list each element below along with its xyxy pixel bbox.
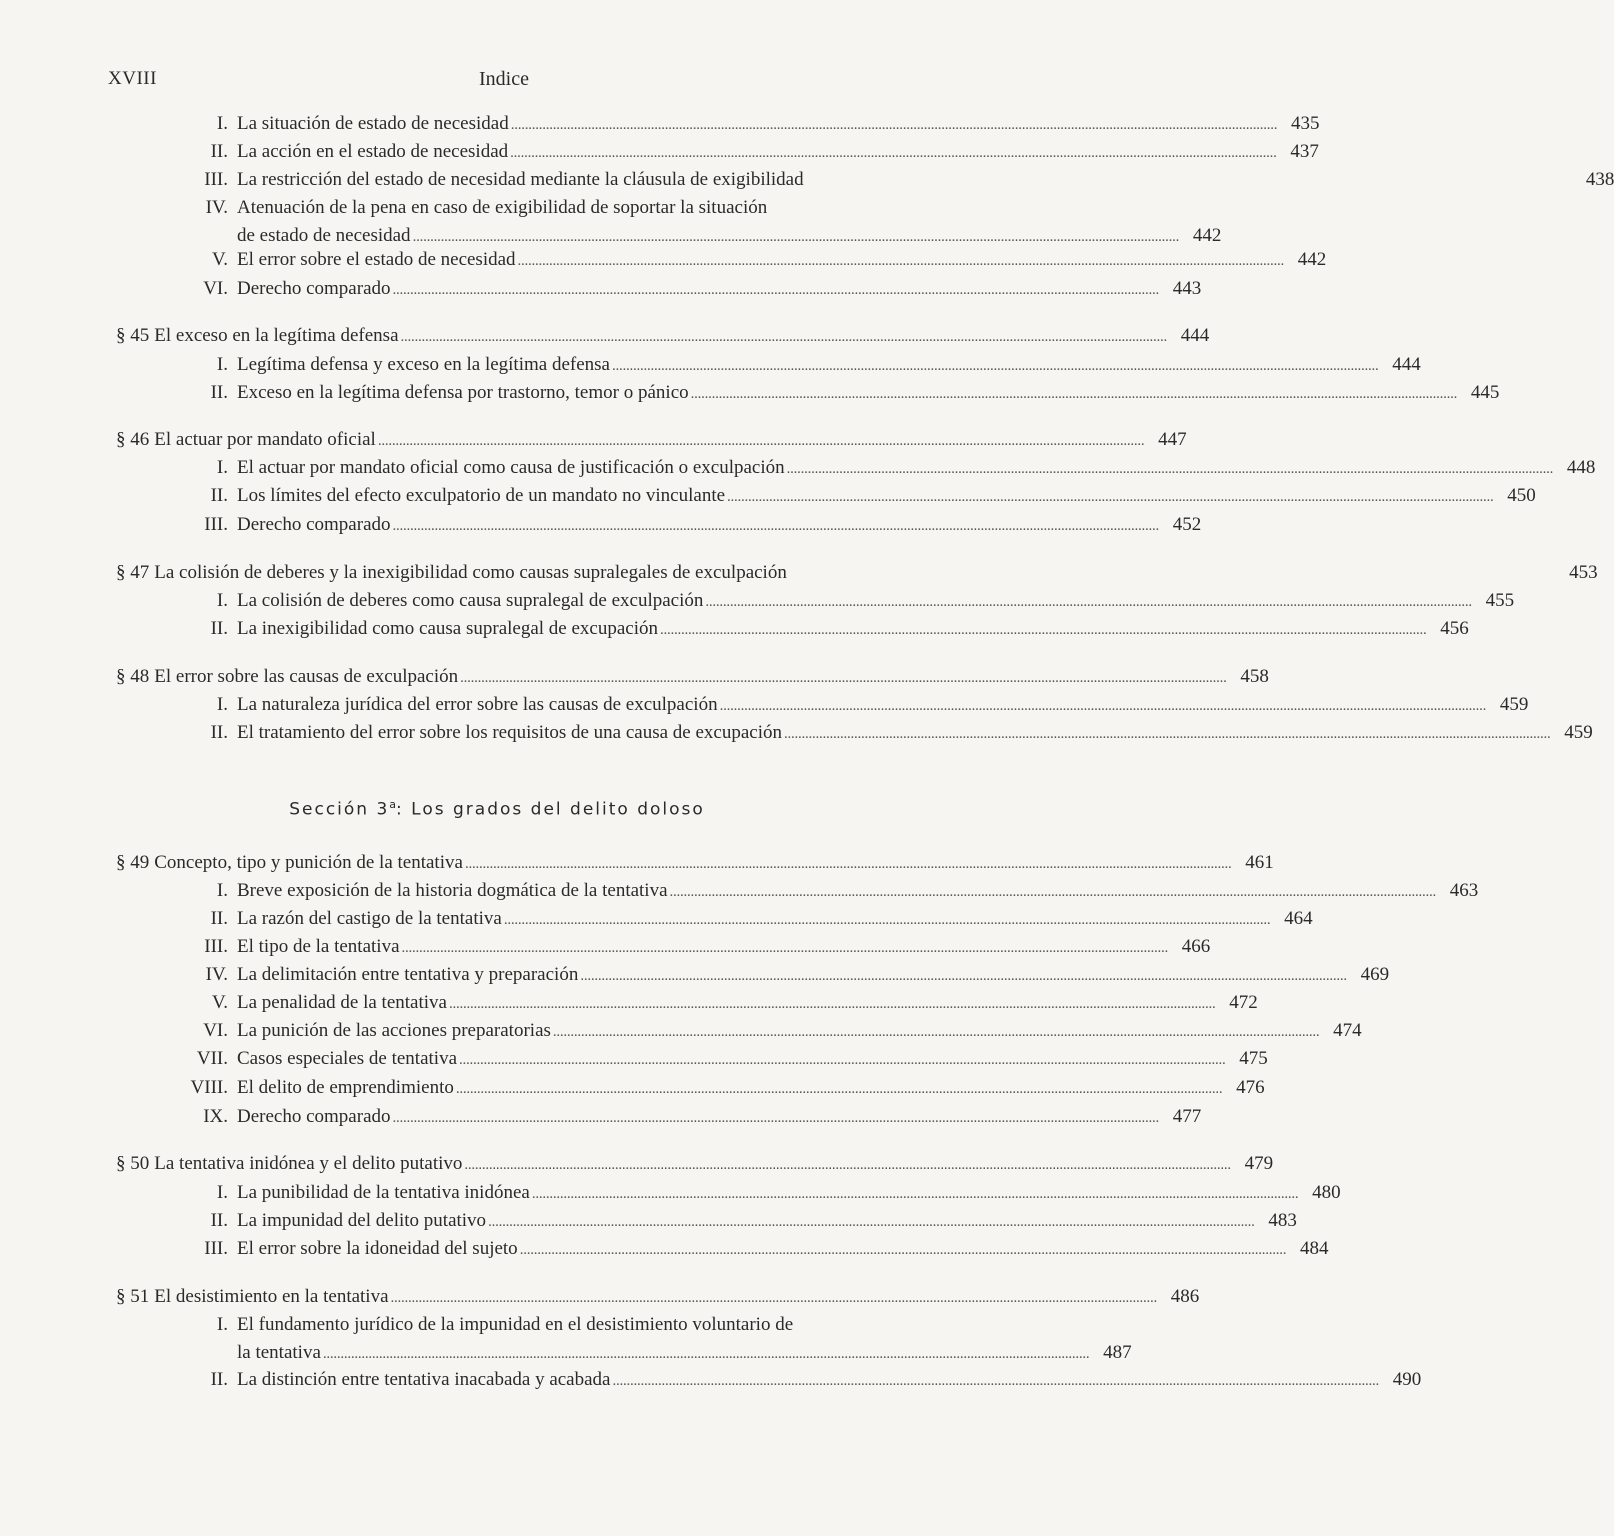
section-number: § 48 <box>116 666 150 687</box>
toc-subentry <box>180 989 1258 1017</box>
toc-subentry-continuation <box>237 1339 1132 1367</box>
dot-leader <box>391 1283 1156 1312</box>
entry-title: La acción en el estado de necesidad <box>237 141 509 162</box>
entry-numeral: IX. <box>203 1106 228 1127</box>
dot-leader <box>787 454 1552 483</box>
toc-subentry <box>180 351 1421 379</box>
toc-subentry <box>180 166 1614 194</box>
entry-page-number: 445 <box>1470 382 1500 403</box>
entry-page-number: 463 <box>1449 880 1479 901</box>
toc-subentry <box>180 719 1593 747</box>
toc-section-entry <box>116 663 1269 691</box>
entry-numeral: VII. <box>196 1048 228 1069</box>
toc-subentry <box>180 1045 1268 1073</box>
entry-title: Legítima defensa y exceso en la legítima defensa <box>237 354 610 375</box>
entry-numeral: I. <box>216 694 228 715</box>
toc-subentry <box>180 1017 1362 1045</box>
toc-section-entry <box>116 1150 1274 1178</box>
entry-title: La inexigibilidad como causa supralegal de excupación <box>237 618 659 639</box>
section-number: § 46 <box>116 429 150 450</box>
toc-section-entry <box>116 1283 1200 1311</box>
entry-numeral: III. <box>204 514 228 535</box>
section-number: § 51 <box>116 1286 150 1307</box>
entry-numeral: I. <box>216 880 228 901</box>
dot-leader <box>401 322 1166 351</box>
entry-numeral: III. <box>204 169 228 190</box>
entry-page-number: 458 <box>1240 666 1269 687</box>
entry-numeral: II. <box>210 722 228 743</box>
entry-page-number: 475 <box>1239 1048 1268 1069</box>
entry-page-number: 479 <box>1244 1153 1274 1174</box>
section-number: § 50 <box>116 1153 150 1174</box>
entry-page-number: 466 <box>1181 936 1211 957</box>
entry-page-number: 480 <box>1312 1182 1341 1203</box>
toc-subentry <box>180 1235 1329 1263</box>
entry-title: El delito de emprendimiento <box>237 1077 454 1098</box>
entry-title: El fundamento jurídico de la impunidad en el desistimiento voluntario de <box>237 1314 794 1335</box>
entry-title: La razón del castigo de la tentativa <box>237 908 502 929</box>
entry-title: La delimitación entre tentativa y preparación <box>237 964 579 985</box>
entry-title: La colisión de deberes y la inexigibilidad como causas supralegales de exculpación <box>154 562 787 583</box>
entry-page-number: 461 <box>1245 852 1274 873</box>
entry-numeral: II. <box>210 382 228 403</box>
entry-title: La impunidad del delito putativo <box>237 1210 487 1231</box>
entry-numeral: I. <box>216 113 228 134</box>
dot-leader <box>580 961 1345 990</box>
entry-page-number: 483 <box>1268 1210 1297 1231</box>
entry-title: Derecho comparado <box>237 1106 391 1127</box>
entry-numeral: II. <box>210 1210 228 1231</box>
entry-page-number: 442 <box>1192 225 1222 246</box>
entry-numeral: I. <box>216 457 228 478</box>
dot-leader <box>511 110 1276 139</box>
entry-numeral: II. <box>210 1369 228 1390</box>
entry-title-continuation: de estado de necesidad <box>237 225 411 246</box>
entry-title: La situación de estado de necesidad <box>237 113 509 134</box>
dot-leader <box>727 482 1492 511</box>
section-number: § 49 <box>116 852 150 873</box>
entry-page-number: 455 <box>1485 590 1515 611</box>
entry-page-number: 447 <box>1158 429 1187 450</box>
dot-leader <box>460 663 1225 692</box>
dot-leader <box>504 905 1269 934</box>
entry-page-number: 464 <box>1284 908 1313 929</box>
toc-section-entry <box>116 426 1187 454</box>
dot-leader <box>510 138 1275 167</box>
entry-title: Derecho comparado <box>237 278 391 299</box>
dot-leader <box>459 1045 1224 1074</box>
dot-leader <box>323 1339 1088 1368</box>
dot-leader <box>488 1207 1253 1236</box>
entry-numeral: II. <box>210 618 228 639</box>
entry-numeral: I. <box>216 590 228 611</box>
dot-leader <box>705 587 1470 616</box>
entry-page-number: 490 <box>1392 1369 1422 1390</box>
entry-page-number: 486 <box>1170 1286 1200 1307</box>
section-heading-text: : Los grados del delito doloso <box>396 799 705 820</box>
entry-numeral: III. <box>204 1238 228 1259</box>
entry-title: El actuar por mandato oficial <box>154 429 376 450</box>
entry-page-number: 438 <box>1585 169 1614 190</box>
section-heading-prefix: Sección 3 <box>289 799 390 820</box>
entry-title: Atenuación de la pena en caso de exigibilidad de soportar la situación <box>237 197 768 218</box>
toc-subentry <box>180 1103 1202 1131</box>
toc-section-entry <box>116 559 1598 587</box>
entry-title: El actuar por mandato oficial como causa de justificación o exculpación <box>237 457 785 478</box>
entry-title: Concepto, tipo y punición de la tentativa <box>154 852 463 873</box>
entry-title: El tratamiento del error sobre los requisitos de una causa de excupación <box>237 722 782 743</box>
entry-numeral: VIII. <box>190 1077 228 1098</box>
dot-leader <box>612 1366 1377 1395</box>
dot-leader <box>532 1179 1297 1208</box>
entry-numeral: III. <box>204 936 228 957</box>
entry-page-number: 452 <box>1172 514 1202 535</box>
toc-section-entry <box>116 849 1274 877</box>
entry-title: La penalidad de la tentativa <box>237 992 447 1013</box>
entry-title: El tipo de la tentativa <box>237 936 400 957</box>
dot-leader <box>393 275 1158 304</box>
entry-numeral: IV. <box>205 964 228 985</box>
toc-subentry <box>180 961 1390 989</box>
entry-page-number: 444 <box>1180 325 1210 346</box>
dot-leader <box>612 351 1377 380</box>
toc-subentry <box>180 246 1327 274</box>
entry-page-number: 487 <box>1103 1342 1132 1363</box>
toc-subentry <box>180 454 1596 482</box>
entry-numeral: I. <box>216 1182 228 1203</box>
entry-title: El desistimiento en la tentativa <box>154 1286 389 1307</box>
entry-title: El exceso en la legítima defensa <box>154 325 399 346</box>
dot-leader <box>393 511 1158 540</box>
dot-leader <box>449 989 1214 1018</box>
entry-title: El error sobre las causas de exculpación <box>154 666 459 687</box>
toc-subentry <box>180 511 1202 539</box>
toc-subentry <box>180 194 896 222</box>
dot-leader <box>520 1235 1285 1264</box>
entry-page-number: 476 <box>1236 1077 1265 1098</box>
entry-title: El error sobre la idoneidad del sujeto <box>237 1238 518 1259</box>
toc-subentry <box>180 275 1202 303</box>
running-title: Indice <box>479 68 529 90</box>
entry-title: Casos especiales de tentativa <box>237 1048 458 1069</box>
toc-subentry <box>180 1074 1265 1102</box>
toc-subentry <box>180 877 1479 905</box>
toc-subentry <box>180 1207 1297 1235</box>
entry-numeral: II. <box>210 141 228 162</box>
entry-page-number: 448 <box>1566 457 1596 478</box>
dot-leader <box>378 426 1143 455</box>
entry-title: Exceso en la legítima defensa por trastorno, temor o pánico <box>237 382 689 403</box>
entry-page-number: 474 <box>1333 1020 1362 1041</box>
dot-leader <box>784 719 1549 748</box>
dot-leader <box>402 933 1167 962</box>
dot-leader <box>465 849 1230 878</box>
dot-leader <box>691 379 1456 408</box>
dot-leader <box>720 691 1485 720</box>
entry-page-number: 437 <box>1290 141 1319 162</box>
entry-page-number: 444 <box>1392 354 1421 375</box>
toc-subentry <box>180 138 1319 166</box>
dot-leader <box>670 877 1435 906</box>
entry-title: El error sobre el estado de necesidad <box>237 249 516 270</box>
entry-title: La naturaleza jurídica del error sobre las causas de exculpación <box>237 694 718 715</box>
entry-numeral: VI. <box>203 278 228 299</box>
entry-title: La punición de las acciones preparatorias <box>237 1020 551 1041</box>
entry-page-number: 459 <box>1499 694 1529 715</box>
entry-title: Derecho comparado <box>237 514 391 535</box>
dot-leader <box>393 1103 1158 1132</box>
toc-subentry <box>180 615 1469 643</box>
section-number: § 45 <box>116 325 150 346</box>
entry-page-number: 450 <box>1507 485 1536 506</box>
dot-leader <box>660 615 1425 644</box>
entry-page-number: 459 <box>1564 722 1593 743</box>
entry-title: La punibilidad de la tentativa inidónea <box>237 1182 530 1203</box>
entry-numeral: I. <box>216 354 228 375</box>
toc-subentry <box>180 1366 1422 1394</box>
toc-subentry <box>180 933 1211 961</box>
entry-title: La colisión de deberes como causa supralegal de exculpación <box>237 590 704 611</box>
toc-section-entry <box>116 322 1210 350</box>
toc-subentry <box>180 1179 1341 1207</box>
entry-title: La distinción entre tentativa inacabada y acabada <box>237 1369 611 1390</box>
entry-numeral: I. <box>216 1314 228 1335</box>
dot-leader <box>518 246 1283 275</box>
entry-page-number: 442 <box>1297 249 1327 270</box>
entry-title: Breve exposición de la historia dogmática de la tentativa <box>237 880 668 901</box>
entry-page-number: 435 <box>1290 113 1320 134</box>
toc-subentry <box>180 691 1529 719</box>
entry-numeral: V. <box>211 249 228 270</box>
entry-page-number: 456 <box>1440 618 1469 639</box>
toc-subentry <box>180 482 1536 510</box>
entry-title: La tentativa inidónea y el delito putativo <box>154 1153 463 1174</box>
entry-numeral: II. <box>210 908 228 929</box>
dot-leader <box>464 1150 1229 1179</box>
section-number: § 47 <box>116 562 150 583</box>
toc-subentry <box>180 587 1515 615</box>
page-number: XVIII <box>108 68 157 89</box>
entry-title-continuation: la tentativa <box>237 1342 321 1363</box>
entry-numeral: IV. <box>205 197 228 218</box>
dot-leader <box>553 1017 1318 1046</box>
entry-title: La restricción del estado de necesidad mediante la cláusula de exigibilidad <box>237 169 804 190</box>
entry-page-number: 443 <box>1172 278 1202 299</box>
dot-leader <box>456 1074 1221 1103</box>
entry-title: Los límites del efecto exculpatorio de un mandato no vinculante <box>237 485 726 506</box>
entry-page-number: 472 <box>1229 992 1258 1013</box>
entry-page-number: 453 <box>1569 562 1598 583</box>
entry-page-number: 484 <box>1299 1238 1329 1259</box>
entry-numeral: VI. <box>203 1020 228 1041</box>
entry-page-number: 477 <box>1172 1106 1202 1127</box>
toc-subentry <box>180 1311 896 1339</box>
toc-subentry <box>180 379 1500 407</box>
toc-subentry <box>180 905 1313 933</box>
entry-page-number: 469 <box>1360 964 1390 985</box>
section-heading-superscript: a <box>389 798 397 811</box>
entry-numeral: V. <box>211 992 228 1013</box>
section-heading <box>0 798 994 820</box>
toc-subentry <box>180 110 1320 138</box>
entry-numeral: II. <box>210 485 228 506</box>
